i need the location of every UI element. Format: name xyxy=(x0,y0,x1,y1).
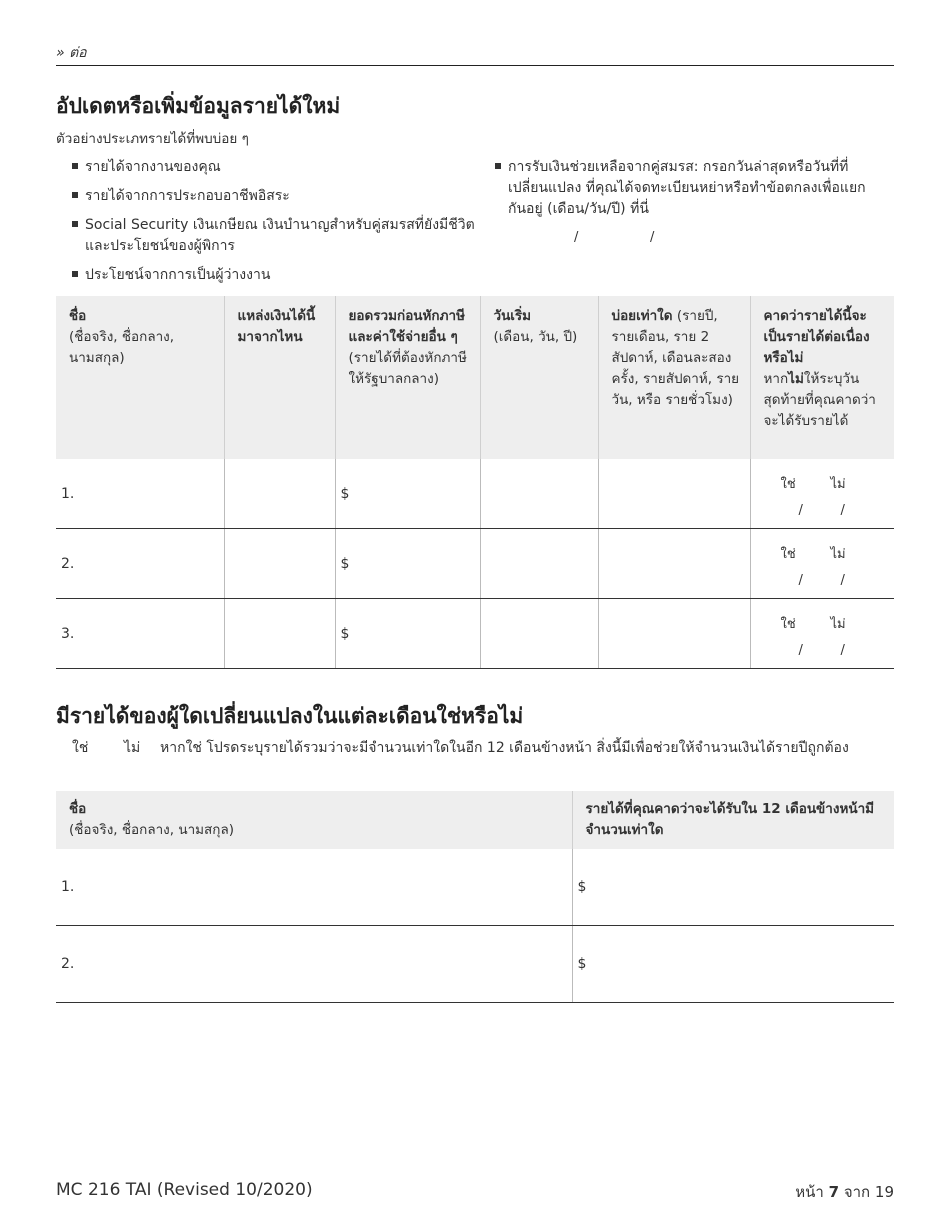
source-field[interactable] xyxy=(224,529,335,599)
bullet-square-icon xyxy=(72,271,78,277)
bullet-item: รายได้จากการประกอบอาชีพอิสระ xyxy=(72,186,290,207)
frequency-field[interactable] xyxy=(598,599,750,669)
gross-amount-field[interactable]: $ xyxy=(335,529,480,599)
income-table-header xyxy=(56,296,894,459)
table-row xyxy=(56,459,894,529)
row-number: 2. xyxy=(56,529,224,599)
income-table xyxy=(56,296,894,669)
end-date-slash: / xyxy=(798,642,803,658)
continuing-field xyxy=(750,529,894,599)
no-option[interactable]: ไม่ xyxy=(830,476,846,492)
header-gross: ยอดรวมก่อนหักภาษีและค่าใช้จ่ายอื่น ๆ (รายได้ที่ต้องหักภาษีให้รัฐบาลกลาง) xyxy=(335,296,480,459)
row-number: 2. xyxy=(56,926,572,1003)
top-divider xyxy=(56,65,894,66)
row-number: 1. xyxy=(56,459,224,529)
source-field[interactable] xyxy=(224,599,335,669)
end-date-slash: / xyxy=(840,572,845,588)
yes-option[interactable]: ใช่ xyxy=(780,476,796,492)
end-date-slash: / xyxy=(798,572,803,588)
bullet-item-spousal-support: การรับเงินช่วยเหลือจากคู่สมรส: กรอกวันล่าสุดหรือวันที่ที่เปลี่ยนแปลง ที่คุณได้จดทะเบียนหย่าหรือทำข้อตกลงเพื่อแยกกันอยู่ (เดือน/วัน/ปี) ที่นี่ xyxy=(495,157,890,220)
expected-income-table xyxy=(56,791,894,1003)
start-date-field[interactable] xyxy=(480,459,598,529)
table-row xyxy=(56,529,894,599)
gross-amount-field[interactable]: $ xyxy=(335,599,480,669)
table-row xyxy=(56,926,894,1003)
header-name: ชื่อ (ชื่อจริง, ชื่อกลาง, นามสกุล) xyxy=(56,791,572,849)
form-identifier: MC 216 TAI (Revised 10/2020) xyxy=(56,1180,313,1200)
header-start-date: วันเริ่ม (เดือน, วัน, ปี) xyxy=(480,296,598,459)
yes-option[interactable]: ใช่ xyxy=(780,546,796,562)
continued-label: » ต่อ xyxy=(56,45,87,61)
section2-title: มีรายได้ของผู้ใดเปลี่ยนแปลงในแต่ละเดือนใช่หรือไม่ xyxy=(56,704,524,728)
continuing-field xyxy=(750,459,894,529)
bullet-item: รายได้จากงานของคุณ xyxy=(72,157,221,178)
expected-amount-field[interactable]: $ xyxy=(572,926,894,1003)
row-number: 1. xyxy=(56,849,572,926)
end-date-slash: / xyxy=(840,502,845,518)
expected-amount-field[interactable]: $ xyxy=(572,849,894,926)
header-source: แหล่งเงินได้นี้มาจากไหน xyxy=(224,296,335,459)
bullet-square-icon xyxy=(72,192,78,198)
bullet-item: ประโยชน์จากการเป็นผู้ว่างงาน xyxy=(72,265,270,286)
section2-question: หากใช่ โปรดระบุรายได้รวมว่าจะมีจำนวนเท่าใดในอีก 12 เดือนข้างหน้า สิ่งนี้มีเพื่อช่วยให้จำนวนเงินได้รายปีถูกต้อง xyxy=(160,740,849,756)
bullet-item: Social Security เงินเกษียณ เงินบำนาญสำหรับคู่สมรสที่ยังมีชีวิต และประโยชน์ของผู้พิการ xyxy=(72,215,477,257)
gross-amount-field[interactable]: $ xyxy=(335,459,480,529)
end-date-slash: / xyxy=(840,642,845,658)
date-slash: / xyxy=(574,230,579,245)
page-number: หน้า 7 จาก 19 xyxy=(795,1183,894,1201)
header-continuing: คาดว่ารายได้นี้จะเป็นรายได้ต่อเนื่องหรือไม่ หากไม่ให้ระบุวันสุดท้ายที่คุณคาดว่าจะได้รับรายได้ xyxy=(750,296,894,459)
end-date-slash: / xyxy=(798,502,803,518)
bullet-square-icon xyxy=(72,163,78,169)
header-frequency: บ่อยเท่าใด (รายปี, รายเดือน, ราย 2 สัปดาห์, เดือนละสองครั้ง, รายสัปดาห์, รายวัน, หรือ รายชั่วโมง) xyxy=(598,296,750,459)
header-name: ชื่อ (ชื่อจริง, ชื่อกลาง, นามสกุล) xyxy=(56,296,224,459)
section1-title: อัปเดตหรือเพิ่มข้อมูลรายได้ใหม่ xyxy=(56,94,341,118)
section1-subtitle: ตัวอย่างประเภทรายได้ที่พบบ่อย ๆ xyxy=(56,131,249,147)
start-date-field[interactable] xyxy=(480,529,598,599)
start-date-field[interactable] xyxy=(480,599,598,669)
expected-table-header xyxy=(56,791,894,849)
no-option[interactable]: ไม่ xyxy=(830,546,846,562)
section2-yes-option[interactable]: ใช่ xyxy=(72,740,89,756)
yes-option[interactable]: ใช่ xyxy=(780,616,796,632)
table-row xyxy=(56,599,894,669)
header-expected-income: รายได้ที่คุณคาดว่าจะได้รับใน 12 เดือนข้างหน้ามีจำนวนเท่าใด xyxy=(572,791,894,849)
frequency-field[interactable] xyxy=(598,459,750,529)
date-slash: / xyxy=(650,230,655,245)
section2-no-option[interactable]: ไม่ xyxy=(124,740,141,756)
table-row xyxy=(56,849,894,926)
continuing-field xyxy=(750,599,894,669)
row-number: 3. xyxy=(56,599,224,669)
bullet-square-icon xyxy=(495,163,501,169)
bullet-square-icon xyxy=(72,221,78,227)
source-field[interactable] xyxy=(224,459,335,529)
no-option[interactable]: ไม่ xyxy=(830,616,846,632)
frequency-field[interactable] xyxy=(598,529,750,599)
